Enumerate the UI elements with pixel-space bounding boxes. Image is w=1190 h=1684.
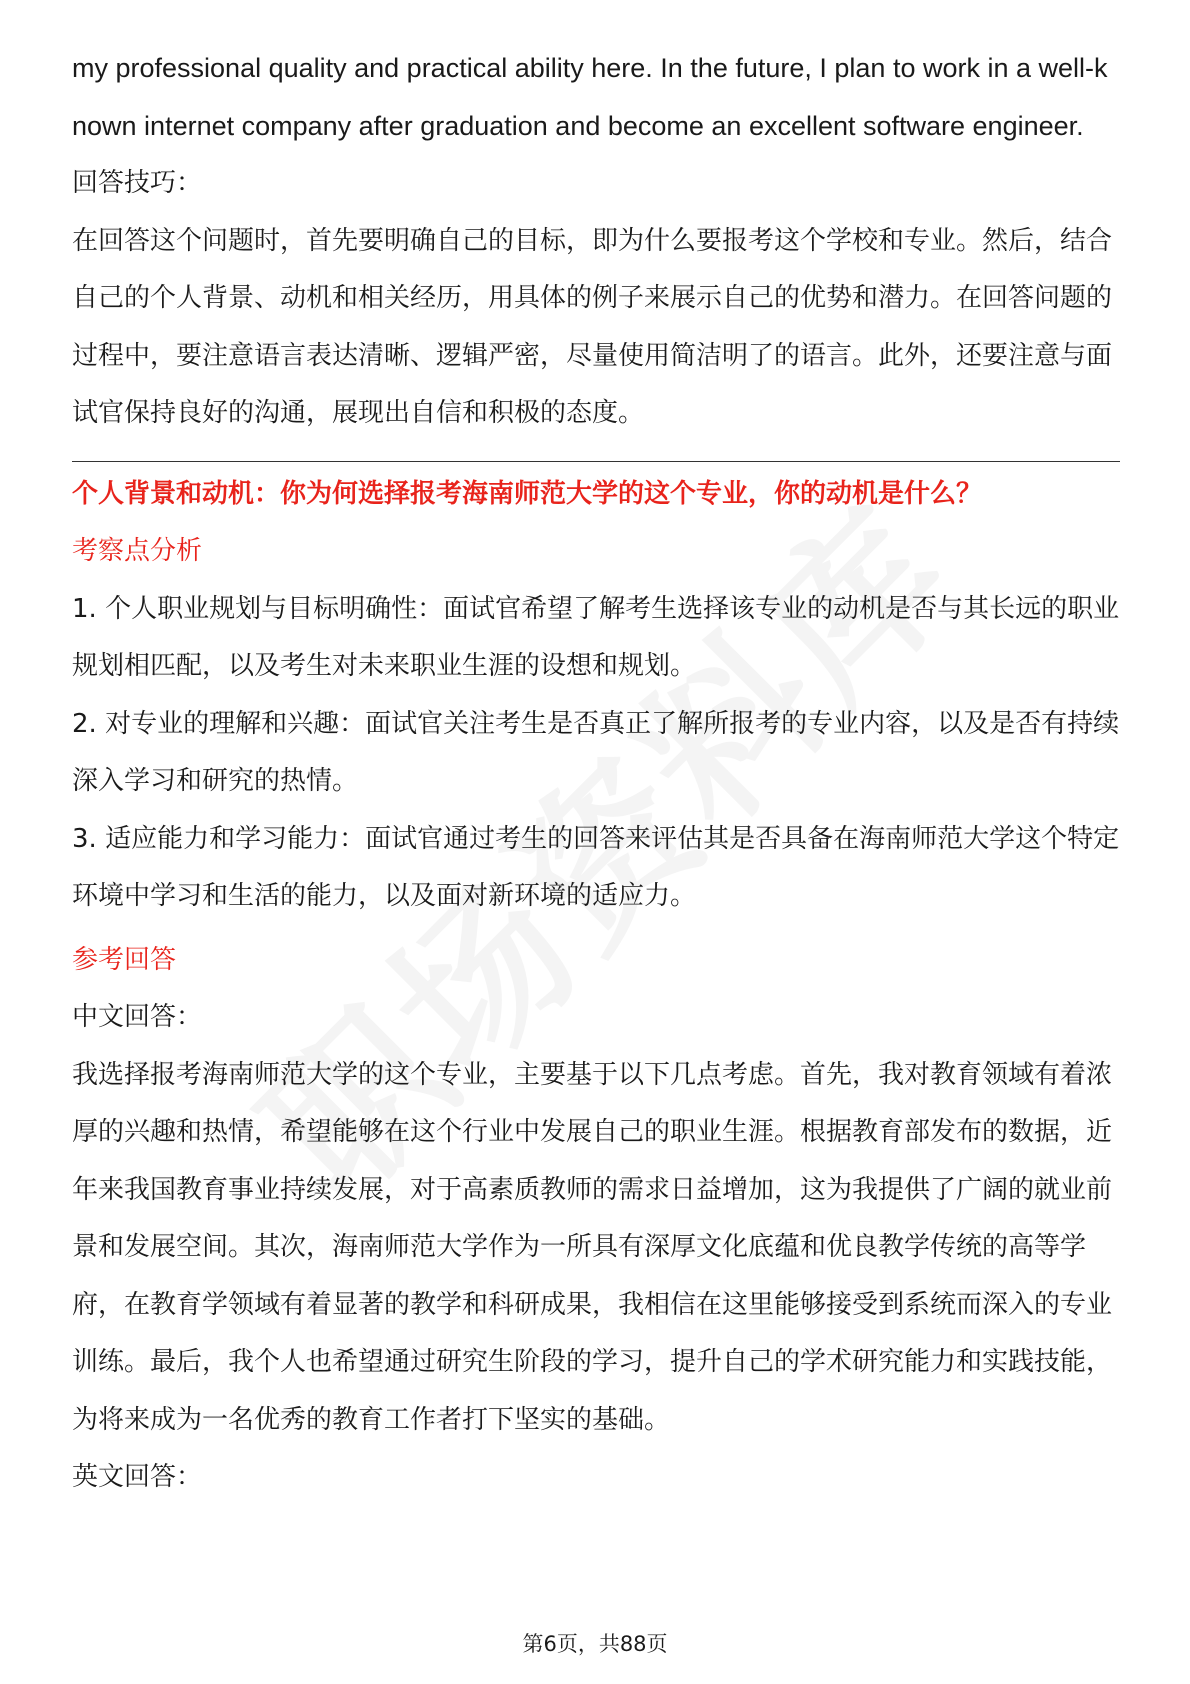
analysis-point-3: 3. 适应能力和学习能力：面试官通过考生的回答来评估其是否具备在海南师范大学这个特定环境中学习和生活的能力，以及面对新环境的适应力。 xyxy=(72,823,1120,911)
answer-tips-text: 在回答这个问题时，首先要明确自己的目标，即为什么要报考这个学校和专业。然后，结合自己的个人背景、动机和相关经历，用具体的例子来展示自己的优势和潜力。在回答问题的过程中，要注意语言表达清晰、逻辑严密，尽量使用简洁明了的语言。此外，还要注意与面试官保持良好的沟通，展现出自信和积极的态度。 xyxy=(72,225,1113,428)
analysis-point-1: 1. 个人职业规划与目标明确性：面试官希望了解考生选择该专业的动机是否与其长远的职业规划相匹配，以及考生对未来职业生涯的设想和规划。 xyxy=(72,593,1120,681)
reference-heading: 参考回答 xyxy=(72,944,177,975)
chinese-answer-text: 我选择报考海南师范大学的这个专业，主要基于以下几点考虑。首先，我对教育领域有着浓厚的兴趣和热情，希望能够在这个行业中发展自己的职业生涯。根据教育部发布的数据，近年来我国教育事业持续发展，对于高素质教师的需求日益增加，这为我提供了广阔的就业前景和发展空间。其次，海南师范大学作为一所具有深厚文化底蕴和优良教学传统的高等学府，在教育学领域有着显著的教学和科研成果，我相信在这里能够接受到系统而深入的专业训练。最后，我个人也希望通过研究生阶段的学习，提升自己的学术研究能力和实践技能，为将来成为一名优秀的教育工作者打下坚实的基础。 xyxy=(72,1059,1113,1435)
intro-english-paragraph: my professional quality and practical ability here. In the future, I plan to work in a well-known internet company after graduation and become an excellent software engineer. xyxy=(72,53,1108,141)
page-number: 第6页，共88页 xyxy=(522,1632,668,1656)
chinese-answer-label: 中文回答： xyxy=(72,1002,203,1032)
analysis-point-2: 2. 对专业的理解和兴趣：面试官关注考生是否真正了解所报考的专业内容，以及是否有持续深入学习和研究的热情。 xyxy=(72,708,1120,796)
english-answer-label: 英文回答： xyxy=(72,1462,203,1492)
answer-tips-label: 回答技巧： xyxy=(72,168,203,198)
document-body xyxy=(72,40,1120,1507)
analysis-heading: 考察点分析 xyxy=(72,536,203,566)
question-title: 个人背景和动机：你为何选择报考海南师范大学的这个专业，你的动机是什么？ xyxy=(72,478,983,509)
section-divider xyxy=(72,461,1120,462)
